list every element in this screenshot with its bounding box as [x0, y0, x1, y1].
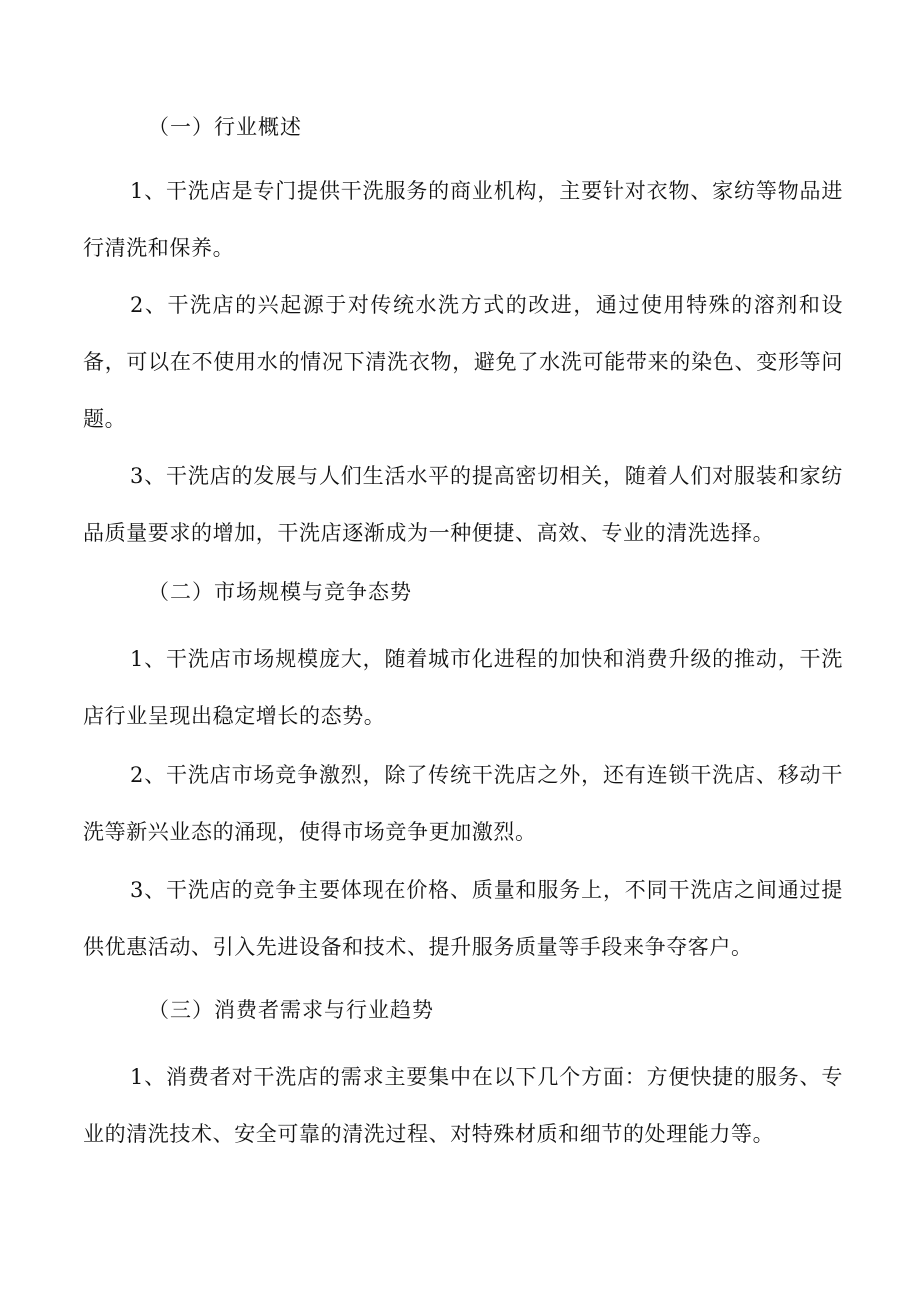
section-heading-1: （一）行业概述 — [148, 115, 302, 139]
paragraph-1-3: 3、干洗店的发展与人们生活水平的提高密切相关，随着人们对服装和家纺品质量要求的增加，干洗店逐渐成为一种便捷、高效、专业的清洗选择。 — [83, 464, 843, 545]
paragraph-3-1: 1、消费者对干洗店的需求主要集中在以下几个方面：方便快捷的服务、专业的清洗技术、安全可靠的清洗过程、对特殊材质和细节的处理能力等。 — [83, 1065, 843, 1146]
paragraph-2-3: 3、干洗店的竞争主要体现在价格、质量和服务上，不同干洗店之间通过提供优惠活动、引入先进设备和技术、提升服务质量等手段来争夺客户。 — [83, 878, 843, 959]
paragraph-1-1: 1、干洗店是专门提供干洗服务的商业机构，主要针对衣物、家纺等物品进行清洗和保养。 — [83, 179, 843, 260]
section-heading-3: （三）消费者需求与行业趋势 — [148, 998, 434, 1022]
paragraph-1-2: 2、干洗店的兴起源于对传统水洗方式的改进，通过使用特殊的溶剂和设备，可以在不使用水的情况下清洗衣物，避免了水洗可能带来的染色、变形等问题。 — [83, 293, 843, 431]
section-heading-2: （二）市场规模与竞争态势 — [148, 580, 412, 604]
paragraph-2-2: 2、干洗店市场竞争激烈，除了传统干洗店之外，还有连锁干洗店、移动干洗等新兴业态的涌现，使得市场竞争更加激烈。 — [83, 763, 843, 844]
paragraph-2-1: 1、干洗店市场规模庞大，随着城市化进程的加快和消费升级的推动，干洗店行业呈现出稳定增长的态势。 — [83, 647, 843, 728]
